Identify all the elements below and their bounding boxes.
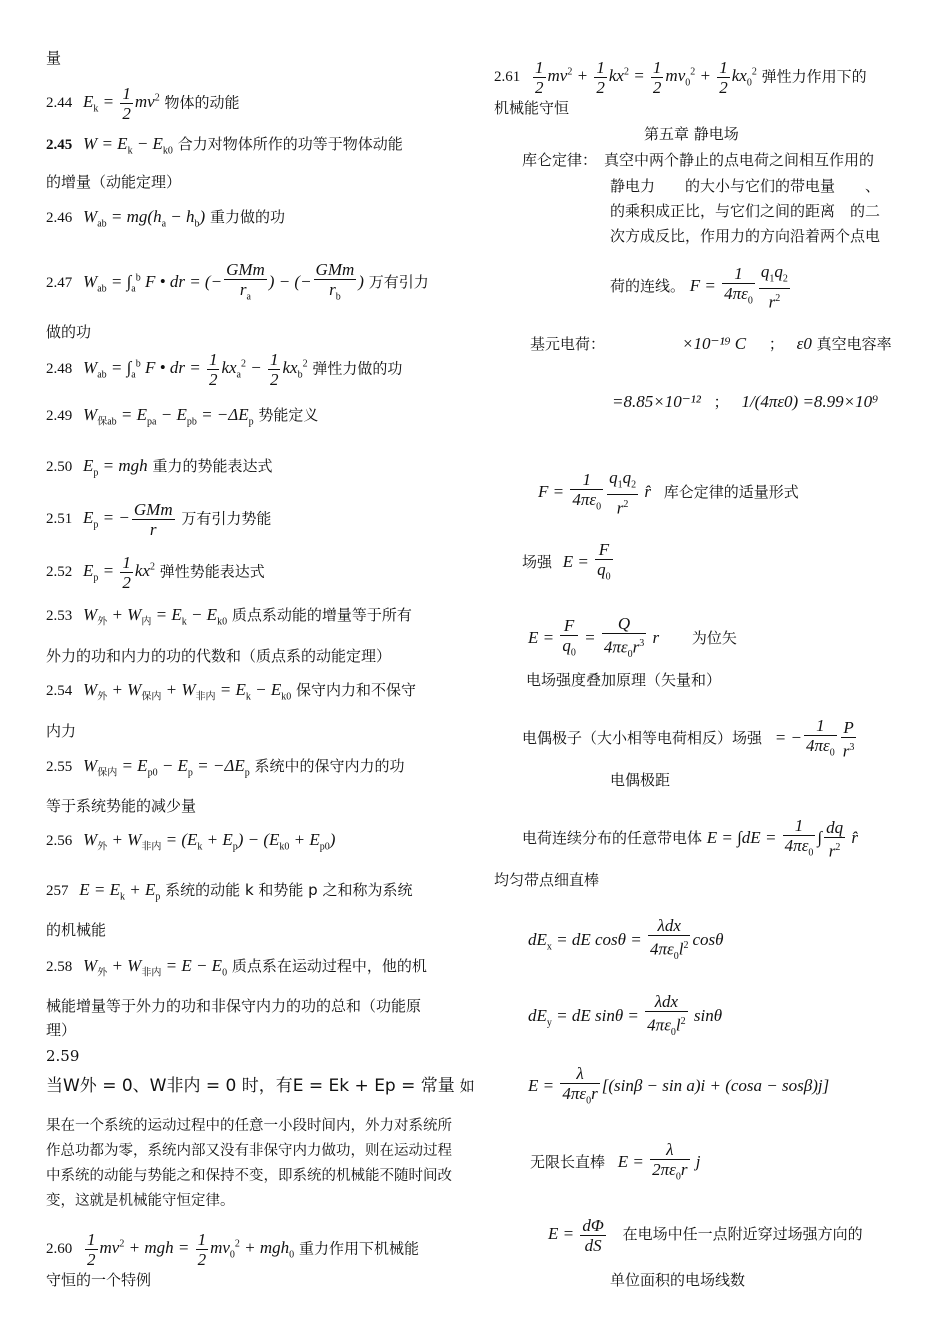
- formula-caption: 质点系动能的增量等于所有: [231, 606, 412, 624]
- formula-caption: 物体的动能: [164, 93, 240, 112]
- formula-number: 257: [46, 883, 69, 899]
- formula-caption: 质点系在运动过程中，他的机: [231, 957, 427, 975]
- k-value: 1/(4πε0) =8.99×10⁹: [741, 392, 879, 411]
- formula-number: 2.53: [46, 608, 73, 624]
- epsilon-values: [612, 392, 878, 412]
- formula-caption: 重力做的功: [209, 208, 285, 226]
- text-line: 做的功: [46, 323, 92, 341]
- text-line: 守恒的一个特例: [46, 1271, 152, 1289]
- formula-number: 2.49: [46, 408, 73, 424]
- formula-caption: 重力的势能表达式: [152, 457, 273, 475]
- formula-2-48: 2.48 $W_{ab} = \int_a^b$ F • dr = $\frac{1}{2}$ $kx_a^2$ − $\frac{1}{2}$ $kx_b^2$ 弹性力做的功: [46, 350, 403, 389]
- formula-2-45: 2.45 $W = E_k - E_{k0}$ 合力对物体所作的功等于物体动能: [46, 134, 403, 157]
- dipole-field: 电偶极子（大小相等电荷相反）场强 = − $\frac{1}{4\pi\varepsilon_0}$ $\frac{P}{r^3}$: [522, 716, 855, 761]
- formula-2-49: 2.49 $W_{保ab} = E_{pa} - E_{pb} = -\Delta E_p$ 势能定义: [46, 405, 319, 428]
- formula-caption: 弹性力做的功: [312, 359, 403, 378]
- chapter-title: 第五章 静电场: [644, 125, 739, 143]
- text-line: 电场强度叠加原理（矢量和）: [526, 671, 722, 689]
- field-formula: E = $\frac{F}{q_0}$ = $\frac{Q}{4\pi\varepsilon_0r^3}$ r 为位矢: [528, 614, 737, 661]
- condition-text: 当W外 = 0、W非内 = 0 时，有E = Ek + Ep = 常量: [46, 1076, 455, 1096]
- coulomb-lead: 库仑定律：: [522, 151, 598, 169]
- formula-number: 2.50: [46, 459, 73, 475]
- formula-caption: 在电场中任一点附近穿过场强方向的: [622, 1225, 863, 1244]
- formula-2-50: 2.50 $E_p$ = mgh 重力的势能表达式: [46, 456, 273, 479]
- separator: ；: [768, 335, 784, 353]
- infinite-rod: 无限长直棒 E = $\frac{\lambda}{2\pi\varepsilon_0r}$ j: [530, 1140, 701, 1183]
- formula-2-57: 257 $E = E_k + E_p$ 系统的动能 k 和势能 p 之和称为系统: [46, 880, 413, 903]
- formula-2-46: 2.46 $W_{ab} = mg(h_a - h_b)$ 重力做的功: [46, 207, 285, 230]
- charge-line: [530, 334, 605, 354]
- coulomb-vector: F = $\frac{1}{4\pi\varepsilon_0}$ $\frac{q_1q_2}{r^2}$ r̂ 库仑定律的适量形式: [538, 468, 799, 519]
- formula-number: 2.60: [46, 1241, 73, 1258]
- formula-2-47: 2.47 $W_{ab} = \int_a^b$ F • dr = (− $\frac{\text{GMm}}{r_a}$ ) − (− $\frac{\text{GMm}}{r_b}$ ) 万有引力: [46, 260, 429, 303]
- formula-number: 2.46: [46, 210, 73, 226]
- formula-caption: 电荷连续分布的任意带电体: [522, 829, 703, 848]
- separator: ；: [713, 393, 729, 411]
- text-line: 等于系统势能的减少量: [46, 797, 197, 815]
- field-definition: 场强 E = $\frac{F}{q_0}$: [522, 540, 611, 583]
- dEx-formula: $dE_x$ = dE cosθ = $\frac{\text{λdx}}{4\pi\varepsilon_0l^2}$ cosθ: [528, 916, 724, 963]
- rod-field-formula: E = $\frac{\lambda}{4\pi\varepsilon_0r}$ [(sinβ − sin a)i + (cosa − sosβ)j]: [528, 1064, 830, 1107]
- text-line: 静电力 的大小与它们的带电量 、: [610, 177, 881, 195]
- formula-caption: 为位矢: [691, 628, 737, 647]
- dEy-formula: $dE_y$ = dE sinθ = $\frac{\text{λdx}}{4\pi\varepsilon_0l^2}$ sinθ: [528, 992, 723, 1039]
- text-line: 外力的功和内力的功的代数和（质点系的动能定理）: [46, 647, 392, 665]
- formula-caption: 弹性力作用下的: [761, 67, 867, 86]
- text-line: 的增量（动能定理）: [46, 173, 182, 191]
- formula-caption: 势能定义: [258, 406, 319, 424]
- formula-2-55: 2.55 $W_{保内} = E_{p0} - E_p = -\Delta E_p$ 系统中的保守内力的功: [46, 756, 405, 779]
- continuous-field: 电荷连续分布的任意带电体 E = ∫dE = $\frac{1}{4\pi\varepsilon_0}$ ∫ $\frac{dq}{r^2}$ r̂: [522, 816, 858, 861]
- formula-number: 2.58: [46, 959, 73, 975]
- formula-2-51: 2.51 $E_p$ = − $\frac{\text{GMm}}{r}$ 万有引力势能: [46, 500, 272, 539]
- flux-density: E = $\frac{d\Phi}{dS}$ 在电场中任一点附近穿过场强方向的: [548, 1216, 863, 1255]
- formula-number: 2.47: [46, 275, 73, 292]
- text-line: 械能增量等于外力的功和非保守内力的功的总和（功能原: [46, 997, 422, 1015]
- text-line: 机械能守恒: [494, 99, 570, 117]
- formula-2-61: 2.61 $\frac{1}{2}$ $mv^2$ + $\frac{1}{2}$ $kx^2$ = $\frac{1}{2}$ $mv_0^2$ + $\frac{1}{2}$ $kx_0^2$ 弹性力作用下的: [494, 58, 867, 97]
- formula-number: 2.59: [46, 1047, 80, 1065]
- formula-caption: 重力作用下机械能: [298, 1239, 419, 1258]
- text-line: 的乘积成正比，与它们之间的距离 的二: [610, 202, 881, 220]
- text-line: 的机械能: [46, 921, 107, 939]
- formula-caption: 无限长直棒: [530, 1153, 606, 1172]
- text-tail: 如: [459, 1077, 475, 1095]
- formula-caption: 系统的动能 k 和势能 p 之和称为系统: [165, 881, 413, 899]
- formula-number: 2.61: [494, 69, 521, 86]
- formula-number: 2.51: [46, 511, 73, 528]
- formula-caption: 万有引力势能: [181, 509, 272, 528]
- text-line: 次方成反比，作用力的方向沿着两个点电: [610, 227, 881, 245]
- formula-2-56: 2.56 $W_外 + W_{非内} = (E_k + E_p) - (E_{k0} + E_{p0})$: [46, 830, 336, 853]
- formula-2-44: 2.44 $E_k$ = $\frac{1}{2}$ $mv^2$ 物体的动能: [46, 84, 240, 123]
- field-label: 场强: [522, 553, 553, 572]
- text-line: 单位面积的电场线数: [610, 1271, 746, 1289]
- formula-number: 2.54: [46, 683, 73, 699]
- formula-caption: 保守内力和不保守: [295, 681, 416, 699]
- text-line: 真空中两个静止的点电荷之间相互作用的: [604, 151, 875, 169]
- text-line: 量: [46, 49, 62, 67]
- formula-number: 2.44: [46, 95, 73, 112]
- text-line: 电偶极距: [610, 771, 671, 789]
- charge-value: ×10⁻¹⁹ C: [682, 334, 747, 353]
- epsilon-symbol: ε0: [796, 334, 812, 353]
- formula-caption: 系统中的保守内力的功: [254, 757, 405, 775]
- paragraph: 果在一个系统的运动过程中的任意一小段时间内，外力对系统所作总功都为零，系统内部又没有非保守内力做功，则在运动过程中系统的动能与势能之和保持不变，即系统的机械能不随时间改变，这就是机械能守恒定律。: [46, 1118, 452, 1209]
- charge-label: 基元电荷：: [530, 335, 606, 353]
- formula-number: 2.55: [46, 759, 73, 775]
- text-line: 内力: [46, 722, 77, 740]
- formula-number: 2.56: [46, 833, 73, 849]
- text-line: 荷的连线。: [610, 276, 686, 295]
- formula-number: 2.45: [46, 137, 73, 153]
- text-line: 理）: [46, 1021, 77, 1039]
- charge-value-line: [682, 334, 892, 354]
- formula-caption: 弹性势能表达式: [159, 562, 265, 581]
- formula-2-52: 2.52 $E_p$ = $\frac{1}{2}$ $kx^2$ 弹性势能表达式: [46, 553, 265, 592]
- coulomb-formula-line: 荷的连线。 F = $\frac{1}{4\pi\varepsilon_0}$ $\frac{q_1q_2}{r^2}$: [610, 262, 788, 313]
- formula-2-59-condition: [46, 1076, 475, 1096]
- formula-number: 2.48: [46, 361, 73, 378]
- formula-2-53: 2.53 $W_外 + W_内 = E_k - E_{k0}$ 质点系动能的增量等于所有: [46, 605, 412, 628]
- formula-caption: 万有引力: [368, 273, 429, 292]
- formula-caption: 合力对物体所作的功等于物体动能: [177, 135, 403, 153]
- epsilon-label: 真空电容率: [816, 335, 892, 353]
- formula-caption: 电偶极子（大小相等电荷相反）场强: [522, 729, 763, 748]
- formula-number: 2.52: [46, 564, 73, 581]
- epsilon-value: =8.85×10⁻¹²: [612, 392, 701, 411]
- formula-2-58: 2.58 $W_外 + W_{非内} = E - E_0$ 质点系在运动过程中，他的机: [46, 956, 427, 979]
- text-line: 均匀带点细直棒: [494, 871, 600, 889]
- formula-caption: 库仑定律的适量形式: [663, 482, 799, 501]
- formula-2-54: 2.54 $W_外 + W_{保内} + W_{非内} = E_k - E_{k0}$ 保守内力和不保守: [46, 680, 416, 703]
- formula-2-60: 2.60 $\frac{1}{2}$ $mv^2$ + mgh = $\frac{1}{2}$ $mv_0^2 + mgh_0$ 重力作用下机械能: [46, 1230, 419, 1269]
